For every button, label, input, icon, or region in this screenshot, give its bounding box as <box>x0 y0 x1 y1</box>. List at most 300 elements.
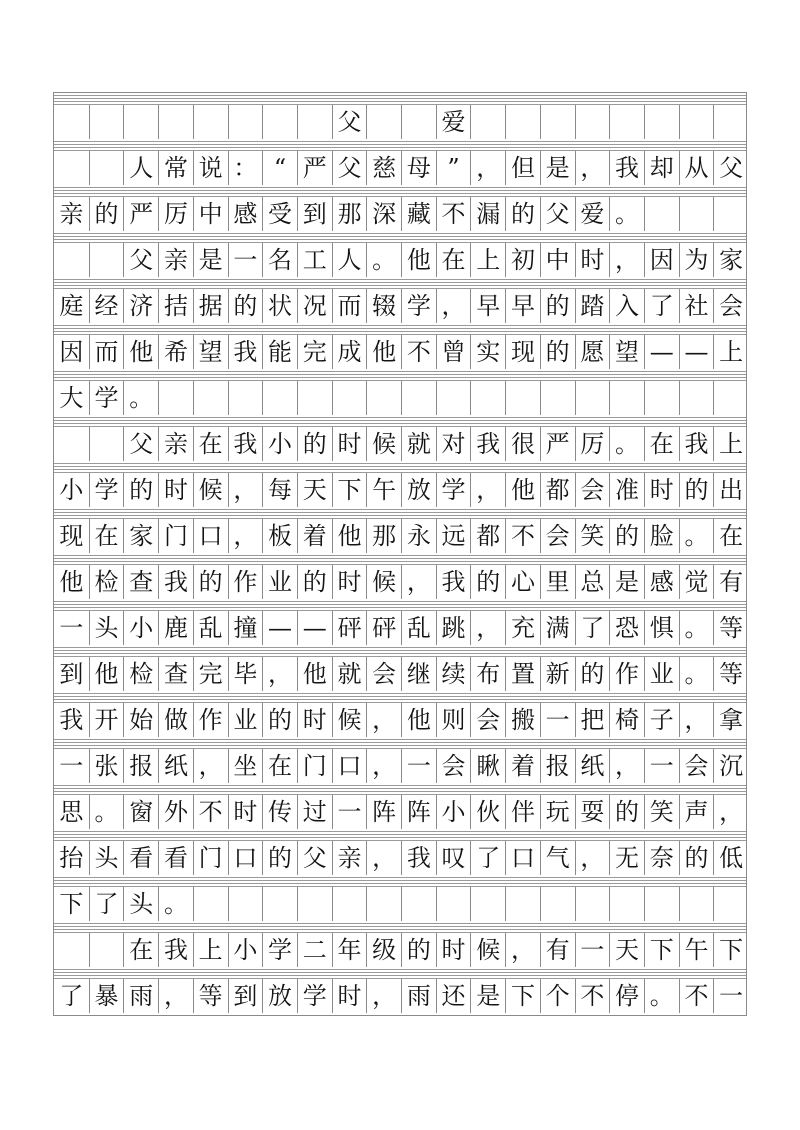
grid-cell: 抬 <box>59 844 84 872</box>
grid-cell: 时 <box>436 933 471 967</box>
grid-cell: 午 <box>679 933 714 967</box>
manuscript-grid-paper <box>53 92 747 1016</box>
grid-cell: 拿 <box>713 703 748 737</box>
grid-cell: 门 <box>158 519 193 553</box>
grid-cell <box>540 381 575 415</box>
grid-cell: ， <box>228 473 263 507</box>
grid-cell: 下 <box>332 473 367 507</box>
grid-cell: 我 <box>158 565 193 599</box>
grid-cell: 继 <box>401 657 436 691</box>
grid-cell: 状 <box>262 289 297 323</box>
grid-cell: 每 <box>262 473 297 507</box>
grid-cell: 家 <box>713 243 748 277</box>
grid-cell: 据 <box>193 289 228 323</box>
grid-cell: 对 <box>436 427 471 461</box>
grid-cell: 口 <box>332 749 367 783</box>
grid-row <box>54 323 746 369</box>
grid-cell: 纸 <box>158 749 193 783</box>
grid-cell: ， <box>713 795 748 829</box>
grid-row <box>54 783 746 829</box>
grid-cell <box>193 381 228 415</box>
grid-cell <box>713 105 748 139</box>
grid-cell: 看 <box>123 841 158 875</box>
grid-row <box>54 369 746 415</box>
grid-cell <box>470 105 505 139</box>
grid-cell: 级 <box>366 933 401 967</box>
row-separator <box>54 231 746 243</box>
grid-cell: 父 <box>123 427 158 461</box>
grid-cell: 母 <box>401 151 436 185</box>
grid-cell: 检 <box>123 657 158 691</box>
grid-cell: 的 <box>297 427 332 461</box>
grid-cell: 会 <box>436 749 471 783</box>
grid-cell: 都 <box>540 473 575 507</box>
grid-row <box>54 415 746 461</box>
grid-cell: 一 <box>540 703 575 737</box>
grid-cell: 伴 <box>505 795 540 829</box>
grid-cell <box>401 887 436 921</box>
grid-row <box>54 507 746 553</box>
grid-cell: 的 <box>89 197 124 231</box>
grid-cell: 看 <box>158 841 193 875</box>
grid-cell: 但 <box>505 151 540 185</box>
grid-cell: 他 <box>123 335 158 369</box>
grid-cell: 下 <box>59 890 84 918</box>
grid-cell <box>609 105 644 139</box>
grid-cell: 的 <box>609 519 644 553</box>
grid-cell <box>54 151 89 185</box>
grid-cell: 。 <box>89 795 124 829</box>
grid-cell <box>332 381 367 415</box>
grid-cell: 。 <box>123 381 158 415</box>
row-separator <box>54 323 746 335</box>
grid-cell: 济 <box>123 289 158 323</box>
grid-cell: 。 <box>679 519 714 553</box>
grid-cell: 思 <box>59 798 84 826</box>
grid-cell: 作 <box>609 657 644 691</box>
grid-cell <box>679 197 714 231</box>
grid-cell: 口 <box>228 841 263 875</box>
grid-cell: 检 <box>89 565 124 599</box>
grid-cell: 初 <box>505 243 540 277</box>
grid-cell <box>644 105 679 139</box>
grid-cell: 漏 <box>470 197 505 231</box>
grid-row <box>54 921 746 967</box>
grid-cell: 他 <box>505 473 540 507</box>
grid-cell: 候 <box>366 565 401 599</box>
grid-cell: 头 <box>89 841 124 875</box>
grid-cell: 父 <box>297 841 332 875</box>
grid-cell: 常 <box>158 151 193 185</box>
grid-cell: 我 <box>59 706 84 734</box>
grid-cell: 子 <box>644 703 679 737</box>
grid-cell: 慈 <box>366 151 401 185</box>
grid-cell: 在 <box>123 933 158 967</box>
grid-cell: 那 <box>366 519 401 553</box>
grid-cell: “ <box>262 151 297 185</box>
grid-cell <box>470 887 505 921</box>
grid-cell: 椅 <box>609 703 644 737</box>
grid-cell: 沉 <box>713 749 748 783</box>
grid-cell: 为 <box>679 243 714 277</box>
grid-cell <box>505 105 540 139</box>
grid-cell: 下 <box>505 979 540 1013</box>
grid-cell: 的 <box>193 565 228 599</box>
grid-cell: 的 <box>297 565 332 599</box>
grid-row <box>54 829 746 875</box>
grid-cell: — <box>262 611 297 645</box>
grid-cell: 踏 <box>575 289 610 323</box>
grid-cell: 脸 <box>644 519 679 553</box>
grid-cell: 爱 <box>436 105 471 139</box>
grid-cell: 在 <box>644 427 679 461</box>
grid-cell: 都 <box>470 519 505 553</box>
grid-cell: 因 <box>644 243 679 277</box>
grid-cell: ， <box>575 151 610 185</box>
grid-cell <box>436 381 471 415</box>
grid-cell: 置 <box>505 657 540 691</box>
grid-cell: 完 <box>193 657 228 691</box>
grid-cell: 的 <box>123 473 158 507</box>
grid-cell <box>54 105 89 139</box>
grid-cell <box>228 381 263 415</box>
grid-cell: 。 <box>609 427 644 461</box>
grid-cell: 他 <box>401 243 436 277</box>
grid-cell: 还 <box>436 979 471 1013</box>
grid-cell: 时 <box>228 795 263 829</box>
grid-cell <box>193 105 228 139</box>
grid-cell <box>401 105 436 139</box>
grid-row <box>54 461 746 507</box>
grid-cell: 会 <box>713 289 748 323</box>
grid-cell: 有 <box>540 933 575 967</box>
grid-cell <box>123 105 158 139</box>
grid-cell: 的 <box>679 841 714 875</box>
row-separator <box>54 967 746 979</box>
grid-cell: 望 <box>193 335 228 369</box>
grid-cell: 在 <box>89 519 124 553</box>
grid-cell: 希 <box>158 335 193 369</box>
grid-cell: 我 <box>228 427 263 461</box>
grid-cell: 入 <box>609 289 644 323</box>
grid-cell: 候 <box>470 933 505 967</box>
grid-row <box>54 645 746 691</box>
grid-cell: 我 <box>401 841 436 875</box>
row-separator <box>54 599 746 611</box>
grid-cell: 。 <box>366 243 401 277</box>
grid-cell: 的 <box>401 933 436 967</box>
grid-cell: 一 <box>644 749 679 783</box>
grid-cell: 阵 <box>401 795 436 829</box>
grid-cell: ， <box>158 979 193 1013</box>
grid-cell: 时 <box>332 979 367 1013</box>
row-separator <box>54 921 746 933</box>
grid-cell: 笑 <box>644 795 679 829</box>
grid-cell: 恐 <box>609 611 644 645</box>
grid-cell: 到 <box>297 197 332 231</box>
grid-cell: 查 <box>158 657 193 691</box>
grid-cell: 远 <box>436 519 471 553</box>
grid-cell: 不 <box>436 197 471 231</box>
grid-cell: 跳 <box>436 611 471 645</box>
grid-cell: 深 <box>366 197 401 231</box>
grid-cell: 业 <box>644 657 679 691</box>
row-separator <box>54 277 746 289</box>
grid-row <box>54 599 746 645</box>
grid-cell: 是 <box>193 243 228 277</box>
grid-cell: 作 <box>193 703 228 737</box>
grid-cell <box>609 381 644 415</box>
grid-cell <box>262 105 297 139</box>
grid-cell: 上 <box>713 335 748 369</box>
grid-cell: 会 <box>679 749 714 783</box>
row-separator <box>54 875 746 887</box>
grid-cell <box>644 887 679 921</box>
grid-cell: 口 <box>505 841 540 875</box>
grid-cell: 严 <box>540 427 575 461</box>
grid-cell: 庭 <box>59 292 84 320</box>
grid-row <box>54 875 746 921</box>
grid-cell: 的 <box>505 197 540 231</box>
grid-cell: 声 <box>679 795 714 829</box>
grid-cell: 受 <box>262 197 297 231</box>
grid-cell: 况 <box>297 289 332 323</box>
grid-cell <box>401 381 436 415</box>
grid-cell: 有 <box>713 565 748 599</box>
grid-cell: 头 <box>89 611 124 645</box>
grid-cell: 总 <box>575 565 610 599</box>
grid-cell: 我 <box>158 933 193 967</box>
grid-cell: 满 <box>540 611 575 645</box>
grid-cell: 坐 <box>228 749 263 783</box>
grid-cell: 父 <box>540 197 575 231</box>
grid-cell: 时 <box>158 473 193 507</box>
grid-cell <box>644 197 679 231</box>
grid-cell: 瞅 <box>470 749 505 783</box>
grid-cell: 奈 <box>644 841 679 875</box>
grid-cell: 。 <box>609 197 644 231</box>
grid-cell: 口 <box>193 519 228 553</box>
grid-cell: 我 <box>470 427 505 461</box>
grid-cell: 辍 <box>366 289 401 323</box>
grid-cell: 了 <box>470 841 505 875</box>
grid-cell: 实 <box>470 335 505 369</box>
grid-cell <box>54 243 89 277</box>
grid-cell: ， <box>505 933 540 967</box>
grid-cell: 的 <box>540 335 575 369</box>
grid-cell: 学 <box>89 473 124 507</box>
grid-cell: 时 <box>332 565 367 599</box>
grid-cell: 名 <box>262 243 297 277</box>
grid-cell: 外 <box>158 795 193 829</box>
grid-cell: 砰 <box>366 611 401 645</box>
grid-cell: 到 <box>59 660 84 688</box>
grid-cell: 雨 <box>123 979 158 1013</box>
grid-cell: 小 <box>262 427 297 461</box>
grid-cell: 个 <box>540 979 575 1013</box>
grid-cell: 愿 <box>575 335 610 369</box>
grid-cell: 爱 <box>575 197 610 231</box>
grid-cell: 毕 <box>228 657 263 691</box>
grid-cell: 不 <box>505 519 540 553</box>
grid-cell: — <box>644 335 679 369</box>
grid-cell: 不 <box>193 795 228 829</box>
row-separator <box>54 185 746 197</box>
grid-row <box>54 139 746 185</box>
grid-cell: 感 <box>644 565 679 599</box>
grid-cell: ， <box>228 519 263 553</box>
grid-cell: 阵 <box>366 795 401 829</box>
grid-cell <box>297 381 332 415</box>
grid-cell <box>366 381 401 415</box>
grid-cell <box>54 427 89 461</box>
grid-cell: 亲 <box>158 427 193 461</box>
grid-cell: 搬 <box>505 703 540 737</box>
grid-cell: 他 <box>59 568 84 596</box>
grid-cell: 气 <box>540 841 575 875</box>
grid-row <box>54 231 746 277</box>
grid-cell: 很 <box>505 427 540 461</box>
grid-cell: 人 <box>123 151 158 185</box>
grid-cell: 我 <box>609 151 644 185</box>
grid-cell: 开 <box>89 703 124 737</box>
grid-cell: 无 <box>609 841 644 875</box>
grid-cell: 候 <box>332 703 367 737</box>
grid-cell: ， <box>366 979 401 1013</box>
grid-cell <box>89 427 124 461</box>
row-separator <box>54 139 746 151</box>
grid-cell: 学 <box>262 933 297 967</box>
grid-cell: 永 <box>401 519 436 553</box>
grid-cell: 了 <box>59 982 84 1010</box>
grid-cell: 严 <box>297 151 332 185</box>
grid-cell: 业 <box>228 703 263 737</box>
grid-cell: 了 <box>89 887 124 921</box>
grid-cell: ， <box>366 841 401 875</box>
row-separator <box>54 415 746 427</box>
grid-cell: 的 <box>228 289 263 323</box>
grid-cell: — <box>297 611 332 645</box>
grid-cell: 叹 <box>436 841 471 875</box>
grid-cell: 时 <box>332 427 367 461</box>
grid-cell <box>575 105 610 139</box>
grid-cell: 父 <box>332 105 367 139</box>
grid-cell: 上 <box>193 933 228 967</box>
row-separator <box>54 737 746 749</box>
grid-cell: 是 <box>470 979 505 1013</box>
grid-row <box>54 691 746 737</box>
grid-cell: 小 <box>436 795 471 829</box>
grid-cell: 他 <box>332 519 367 553</box>
grid-cell: 会 <box>540 519 575 553</box>
grid-cell: 他 <box>401 703 436 737</box>
grid-cell <box>505 381 540 415</box>
row-separator <box>54 645 746 657</box>
grid-cell: 中 <box>193 197 228 231</box>
grid-cell: 他 <box>366 335 401 369</box>
grid-cell: 报 <box>123 749 158 783</box>
grid-cell: 从 <box>679 151 714 185</box>
grid-cell <box>158 105 193 139</box>
grid-cell <box>575 887 610 921</box>
grid-cell: 等 <box>193 979 228 1013</box>
grid-cell: 现 <box>505 335 540 369</box>
grid-cell <box>262 381 297 415</box>
grid-cell: 中 <box>540 243 575 277</box>
grid-cell: 笑 <box>575 519 610 553</box>
grid-cell: 上 <box>470 243 505 277</box>
grid-cell: 不 <box>679 979 714 1013</box>
grid-cell: 望 <box>609 335 644 369</box>
grid-cell: 在 <box>713 519 748 553</box>
grid-cell: 。 <box>158 887 193 921</box>
grid-cell: 门 <box>193 841 228 875</box>
grid-cell: 乱 <box>193 611 228 645</box>
grid-cell: 砰 <box>332 611 367 645</box>
grid-cell: 。 <box>679 657 714 691</box>
grid-cell: 传 <box>262 795 297 829</box>
grid-cell: 充 <box>505 611 540 645</box>
grid-cell <box>366 105 401 139</box>
grid-cell: 午 <box>366 473 401 507</box>
grid-cell: 他 <box>89 657 124 691</box>
grid-cell: ， <box>193 749 228 783</box>
grid-cell: 的 <box>609 795 644 829</box>
grid-cell: 学 <box>297 979 332 1013</box>
grid-cell: 。 <box>644 979 679 1013</box>
grid-cell: 二 <box>297 933 332 967</box>
grid-cell: 亲 <box>332 841 367 875</box>
grid-cell: 一 <box>713 979 748 1013</box>
grid-cell <box>679 105 714 139</box>
grid-cell: 的 <box>262 703 297 737</box>
grid-cell: 一 <box>401 749 436 783</box>
grid-cell: 感 <box>228 197 263 231</box>
grid-cell: 上 <box>713 427 748 461</box>
grid-cell: ， <box>679 703 714 737</box>
grid-cell: 社 <box>679 289 714 323</box>
grid-cell: 着 <box>297 519 332 553</box>
grid-cell: ， <box>575 841 610 875</box>
grid-cell: 人 <box>332 243 367 277</box>
grid-cell: 一 <box>332 795 367 829</box>
grid-cell: 我 <box>228 335 263 369</box>
grid-row <box>54 93 746 139</box>
row-separator <box>54 829 746 841</box>
grid-cell: 着 <box>505 749 540 783</box>
grid-cell: 等 <box>713 657 748 691</box>
grid-cell: 学 <box>89 381 124 415</box>
grid-cell: 下 <box>644 933 679 967</box>
grid-cell: 在 <box>262 749 297 783</box>
grid-cell: 曾 <box>436 335 471 369</box>
grid-cell: 续 <box>436 657 471 691</box>
grid-cell <box>575 381 610 415</box>
grid-cell: 放 <box>262 979 297 1013</box>
grid-cell: 门 <box>297 749 332 783</box>
grid-cell <box>297 887 332 921</box>
grid-cell: 查 <box>123 565 158 599</box>
grid-cell <box>332 887 367 921</box>
grid-cell <box>89 105 124 139</box>
grid-cell: 候 <box>193 473 228 507</box>
grid-cell: 厉 <box>575 427 610 461</box>
grid-cell: 心 <box>505 565 540 599</box>
grid-cell: 严 <box>123 197 158 231</box>
grid-cell: 雨 <box>401 979 436 1013</box>
grid-cell: 张 <box>89 749 124 783</box>
row-separator <box>54 783 746 795</box>
